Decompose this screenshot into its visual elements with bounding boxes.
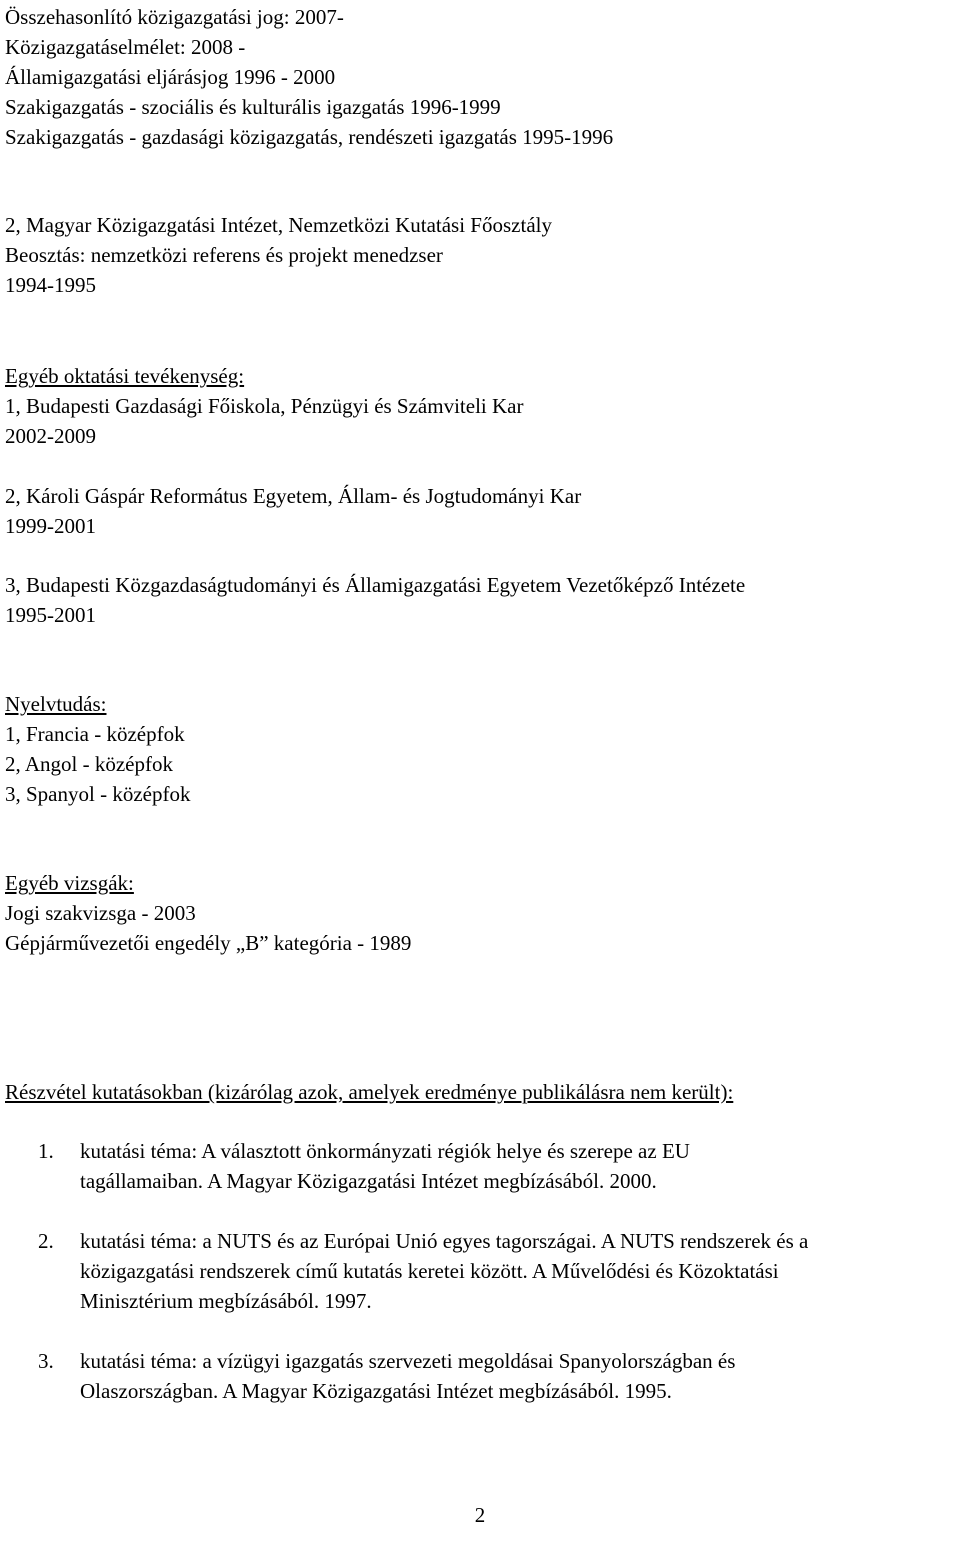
page-number: 2 <box>474 1503 486 1527</box>
languages-heading: Nyelvtudás: <box>5 692 107 716</box>
research-item-text <box>80 1136 960 1196</box>
teaching-item-1-years: 2002-2009 <box>5 424 96 448</box>
research-heading: Részvétel kutatásokban (kizárólag azok, amelyek eredménye publikálásra nem került): <box>5 1080 734 1104</box>
course-line: Összehasonlító közigazgatási jog: 2007- <box>5 5 344 29</box>
language-item: 2, Angol - középfok <box>5 752 173 776</box>
research-item-number: 2. <box>38 1229 54 1253</box>
teaching-item-3-institution: 3, Budapesti Közgazdaságtudományi és Államigazgatási Egyetem Vezetőképző Intézete <box>5 573 746 597</box>
research-item-line: közigazgatási rendszerek című kutatás keretei között. A Művelődési és Közoktatási <box>80 1259 779 1283</box>
research-item-line: Minisztérium megbízásából. 1997. <box>80 1289 372 1313</box>
research-item-line: kutatási téma: A választott önkormányzati régiók helye és szerepe az EU <box>80 1139 690 1163</box>
teaching-heading: Egyéb oktatási tevékenység: <box>5 364 245 388</box>
language-item: 3, Spanyol - középfok <box>5 782 191 806</box>
course-line: Szakigazgatás - szociális és kulturális igazgatás 1996-1999 <box>5 95 501 119</box>
exam-item: Gépjárművezetői engedély „B” kategória - 1989 <box>5 931 412 955</box>
teaching-item-2-institution: 2, Károli Gáspár Református Egyetem, Állam- és Jogtudományi Kar <box>5 484 582 508</box>
research-item-text <box>80 1226 960 1316</box>
course-line: Szakigazgatás - gazdasági közigazgatás, rendészeti igazgatás 1995-1996 <box>5 125 614 149</box>
research-item-number: 3. <box>38 1349 54 1373</box>
language-item: 1, Francia - középfok <box>5 722 185 746</box>
exams-heading: Egyéb vizsgák: <box>5 871 134 895</box>
research-item-text <box>80 1346 960 1406</box>
research-item-line: kutatási téma: a vízügyi igazgatás szervezeti megoldásai Spanyolországban és <box>80 1349 736 1373</box>
research-item-line: tagállamaiban. A Magyar Közigazgatási Intézet megbízásából. 2000. <box>80 1169 657 1193</box>
exam-item: Jogi szakvizsga - 2003 <box>5 901 196 925</box>
research-item-line: Olaszországban. A Magyar Közigazgatási Intézet megbízásából. 1995. <box>80 1379 672 1403</box>
employment-years: 1994-1995 <box>5 273 96 297</box>
employment-position: Beosztás: nemzetközi referens és projekt menedzser <box>5 243 443 267</box>
course-line: Közigazgatáselmélet: 2008 - <box>5 35 246 59</box>
research-item-line: kutatási téma: a NUTS és az Európai Unió egyes tagországai. A NUTS rendszerek és a <box>80 1229 809 1253</box>
employment-institute: 2, Magyar Közigazgatási Intézet, Nemzetközi Kutatási Főosztály <box>5 213 552 237</box>
teaching-item-2-years: 1999-2001 <box>5 514 96 538</box>
research-item-number: 1. <box>38 1139 54 1163</box>
course-line: Államigazgatási eljárásjog 1996 - 2000 <box>5 65 336 89</box>
teaching-item-1-institution: 1, Budapesti Gazdasági Főiskola, Pénzügyi és Számviteli Kar <box>5 394 524 418</box>
teaching-item-3-years: 1995-2001 <box>5 603 96 627</box>
